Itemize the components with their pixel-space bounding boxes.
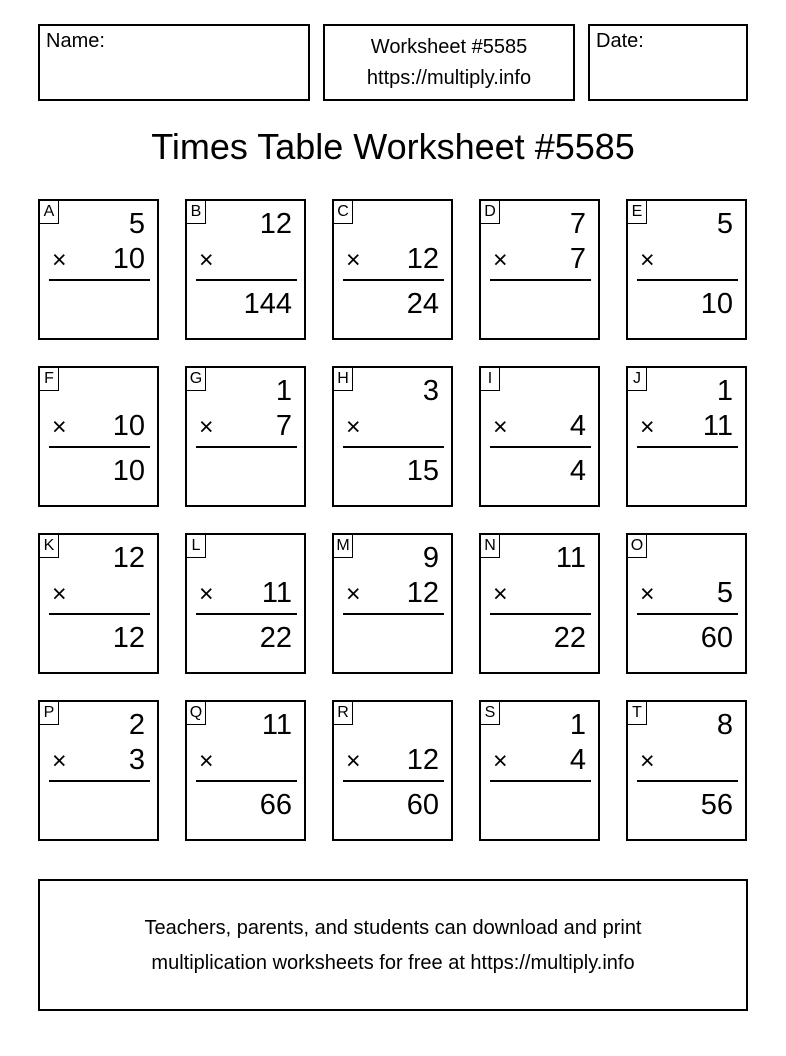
problem-letter: N <box>481 535 500 558</box>
date-box[interactable] <box>588 24 748 101</box>
problem-letter: K <box>40 535 59 558</box>
bottom-factor: 11 <box>702 410 733 442</box>
answer-rule <box>490 279 591 281</box>
problem-card-s <box>479 700 600 841</box>
multiply-sign: × <box>346 580 361 608</box>
answer-rule <box>637 446 738 448</box>
answer-rule <box>637 279 738 281</box>
problem-card-d <box>479 199 600 340</box>
answer-rule <box>196 780 297 782</box>
top-factor: 11 <box>261 709 292 741</box>
problem-letter: T <box>628 702 647 725</box>
product: 56 <box>700 789 733 821</box>
multiply-sign: × <box>640 246 655 274</box>
multiply-sign: × <box>346 413 361 441</box>
product: 60 <box>406 789 439 821</box>
bottom-factor: 4 <box>569 744 586 776</box>
problem-card-t <box>626 700 747 841</box>
bottom-factor: 12 <box>406 577 439 609</box>
page-title: Times Table Worksheet #5585 <box>151 126 635 167</box>
top-factor: 2 <box>128 709 145 741</box>
problem-card-c <box>332 199 453 340</box>
product: 10 <box>700 288 733 320</box>
problem-letter: F <box>40 368 59 391</box>
bottom-factor: 7 <box>569 243 586 275</box>
name-box[interactable] <box>38 24 310 101</box>
date-label: Date: <box>596 30 644 52</box>
bottom-factor: 4 <box>569 410 586 442</box>
problem-letter: M <box>334 535 353 558</box>
answer-rule <box>49 780 150 782</box>
answer-rule <box>49 446 150 448</box>
product: 60 <box>700 622 733 654</box>
multiply-sign: × <box>493 246 508 274</box>
problem-card-j <box>626 366 747 507</box>
answer-rule <box>196 613 297 615</box>
worksheet-url: https://multiply.info <box>366 67 532 89</box>
product: 24 <box>406 288 439 320</box>
answer-rule <box>343 780 444 782</box>
name-label: Name: <box>46 30 105 52</box>
multiply-sign: × <box>640 747 655 775</box>
multiply-sign: × <box>346 246 361 274</box>
answer-rule <box>49 279 150 281</box>
bottom-factor: 10 <box>112 410 145 442</box>
top-factor: 12 <box>112 542 145 574</box>
problem-letter: L <box>187 535 206 558</box>
problem-card-m <box>332 533 453 674</box>
answer-rule <box>196 446 297 448</box>
answer-rule <box>490 446 591 448</box>
problem-card-q <box>185 700 306 841</box>
worksheet-id-box <box>323 24 575 101</box>
bottom-factor: 10 <box>112 243 145 275</box>
bottom-factor: 11 <box>261 577 292 609</box>
multiply-sign: × <box>640 413 655 441</box>
problem-card-h <box>332 366 453 507</box>
problem-card-i <box>479 366 600 507</box>
bottom-factor: 12 <box>406 744 439 776</box>
product: 4 <box>569 455 586 487</box>
problem-letter: P <box>40 702 59 725</box>
answer-rule <box>637 780 738 782</box>
product: 12 <box>112 622 145 654</box>
problem-letter: R <box>334 702 353 725</box>
answer-rule <box>343 613 444 615</box>
answer-rule <box>343 279 444 281</box>
product: 10 <box>112 455 145 487</box>
multiply-sign: × <box>52 246 67 274</box>
multiply-sign: × <box>199 246 214 274</box>
multiply-sign: × <box>199 580 214 608</box>
problem-letter: O <box>628 535 647 558</box>
problem-card-g <box>185 366 306 507</box>
product: 22 <box>553 622 586 654</box>
problem-letter: C <box>334 201 353 224</box>
answer-rule <box>343 446 444 448</box>
multiply-sign: × <box>493 580 508 608</box>
top-factor: 1 <box>569 709 586 741</box>
multiply-sign: × <box>640 580 655 608</box>
multiply-sign: × <box>199 413 214 441</box>
problem-letter: E <box>628 201 647 224</box>
bottom-factor: 7 <box>275 410 292 442</box>
multiply-sign: × <box>199 747 214 775</box>
problem-card-l <box>185 533 306 674</box>
top-factor: 1 <box>275 375 292 407</box>
problem-letter: I <box>481 368 500 391</box>
multiply-sign: × <box>493 413 508 441</box>
footer-note <box>38 879 748 1011</box>
problem-card-e <box>626 199 747 340</box>
problem-letter: B <box>187 201 206 224</box>
top-factor: 3 <box>422 375 439 407</box>
bottom-factor: 12 <box>406 243 439 275</box>
answer-rule <box>490 780 591 782</box>
product: 22 <box>259 622 292 654</box>
product: 66 <box>259 789 292 821</box>
worksheet-number: Worksheet #5585 <box>370 36 528 58</box>
footer-line-1: Teachers, parents, and students can download and print <box>144 917 642 939</box>
problem-letter: H <box>334 368 353 391</box>
multiply-sign: × <box>52 413 67 441</box>
product: 15 <box>406 455 439 487</box>
problem-card-f <box>38 366 159 507</box>
problem-card-b <box>185 199 306 340</box>
top-factor: 12 <box>259 208 292 240</box>
problem-letter: A <box>40 201 59 224</box>
problem-letter: J <box>628 368 647 391</box>
top-factor: 5 <box>128 208 145 240</box>
answer-rule <box>490 613 591 615</box>
problem-letter: Q <box>187 702 206 725</box>
multiply-sign: × <box>493 747 508 775</box>
problem-card-a <box>38 199 159 340</box>
top-factor: 1 <box>716 375 733 407</box>
top-factor: 7 <box>569 208 586 240</box>
footer-line-2: multiplication worksheets for free at https://multiply.info <box>151 952 635 974</box>
top-factor: 5 <box>716 208 733 240</box>
multiply-sign: × <box>52 580 67 608</box>
bottom-factor: 5 <box>716 577 733 609</box>
multiply-sign: × <box>52 747 67 775</box>
problem-card-p <box>38 700 159 841</box>
problem-card-k <box>38 533 159 674</box>
problem-card-r <box>332 700 453 841</box>
answer-rule <box>196 279 297 281</box>
problem-card-n <box>479 533 600 674</box>
top-factor: 8 <box>716 709 733 741</box>
bottom-factor: 3 <box>128 744 145 776</box>
problem-letter: D <box>481 201 500 224</box>
problem-card-o <box>626 533 747 674</box>
problem-letter: S <box>481 702 500 725</box>
top-factor: 9 <box>422 542 439 574</box>
top-factor: 11 <box>555 542 586 574</box>
product: 144 <box>243 288 292 320</box>
problem-letter: G <box>187 368 206 391</box>
multiply-sign: × <box>346 747 361 775</box>
answer-rule <box>49 613 150 615</box>
answer-rule <box>637 613 738 615</box>
